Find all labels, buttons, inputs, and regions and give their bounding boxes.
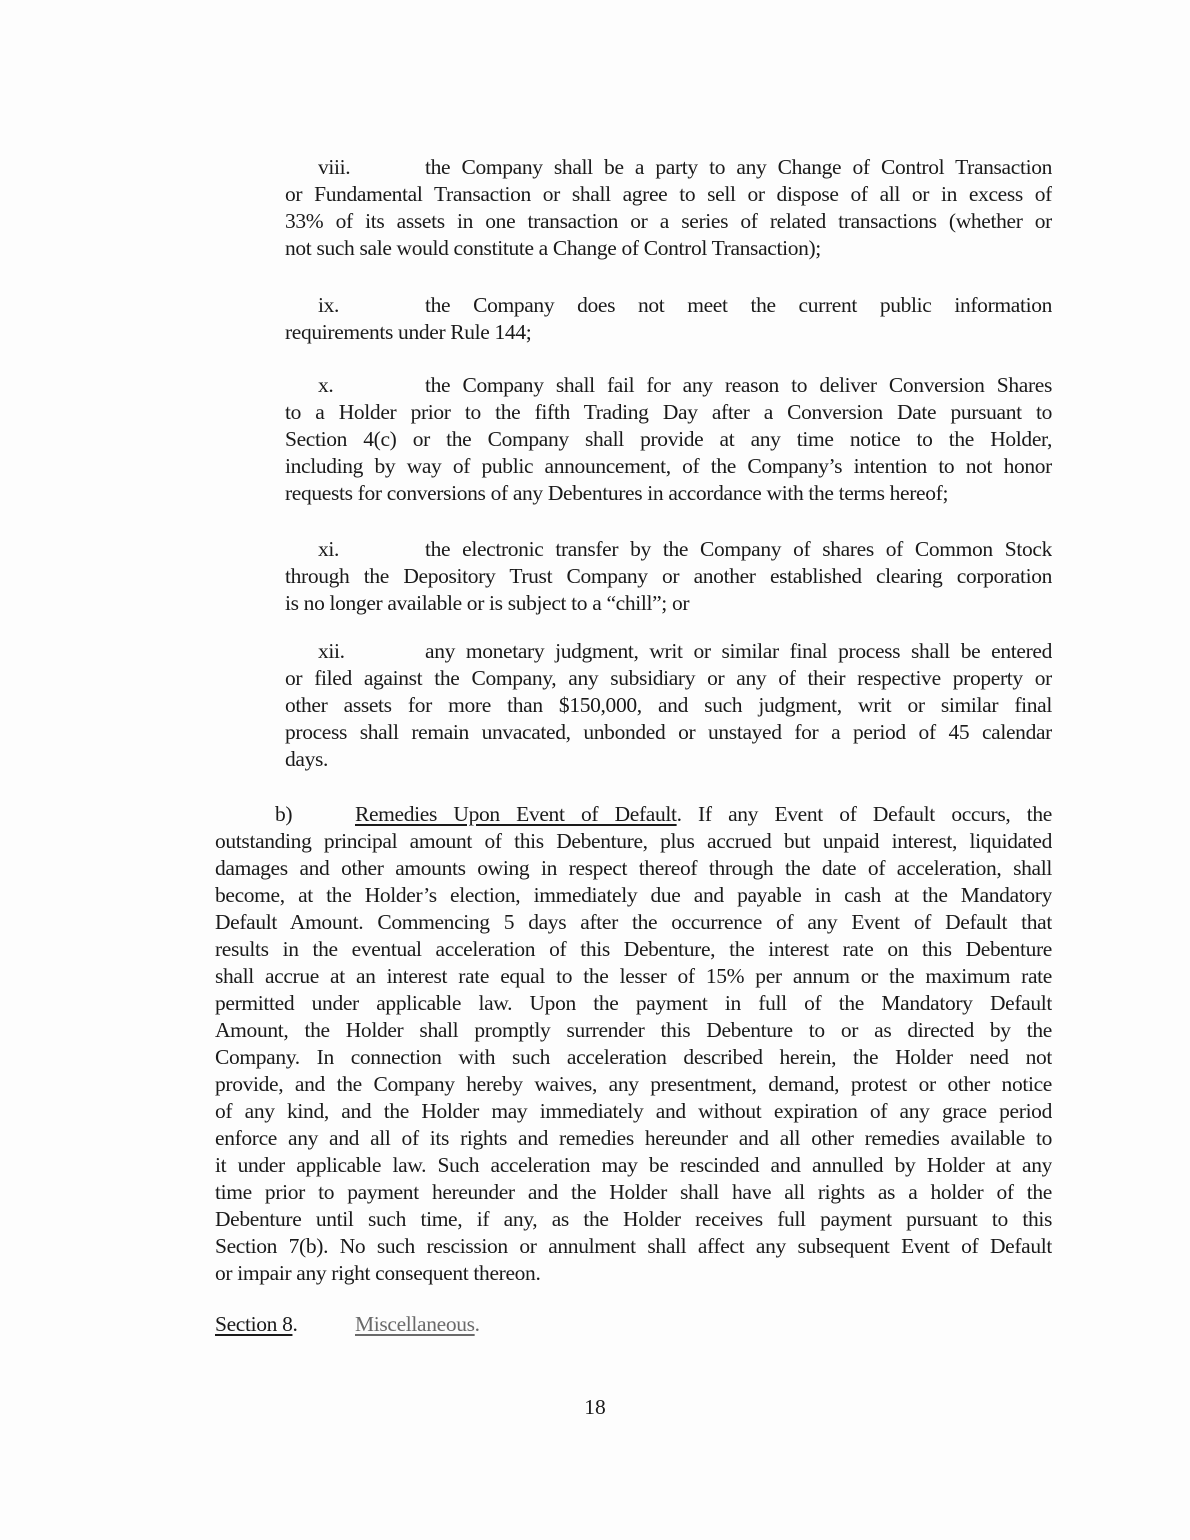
item-line: requirements under Rule 144;	[285, 320, 532, 344]
item-numeral: x.	[318, 373, 334, 397]
item-line: 33% of its assets in one transaction or a series of related transactions (whether or	[285, 209, 1052, 233]
paragraph-line: Debenture until such time, if any, as the Holder receives full payment pursuant to this	[215, 1207, 1052, 1231]
paragraph-b-remedies	[215, 801, 1052, 1287]
section-label-wrap	[215, 1311, 355, 1338]
item-first-line	[285, 292, 1052, 319]
item-line: or filed against the Company, any subsidiary or any of their respective property or	[285, 666, 1052, 690]
paragraph-first-text	[355, 801, 1052, 828]
paragraph-line: enforce any and all of its rights and remedies hereunder and all other remedies available to	[215, 1126, 1052, 1150]
paragraph-line: outstanding principal amount of this Debenture, plus accrued but unpaid interest, liquidated	[215, 829, 1052, 853]
paragraph-line: time prior to payment hereunder and the Holder shall have all rights as a holder of the	[215, 1180, 1052, 1204]
list-item-ix	[285, 292, 1052, 346]
paragraph-line: shall accrue at an interest rate equal to the lesser of 15% per annum or the maximum rate	[215, 964, 1052, 988]
paragraph-line: it under applicable law. Such acceleration may be rescinded and annulled by Holder at any	[215, 1153, 1052, 1177]
paragraph-line: Company. In connection with such acceleration described herein, the Holder need not	[215, 1045, 1052, 1069]
list-item-xii	[285, 638, 1052, 773]
section-label: Section 8	[215, 1312, 293, 1336]
item-line: requests for conversions of any Debentures in accordance with the terms hereof;	[285, 481, 949, 505]
section-8-heading	[215, 1311, 715, 1338]
section-title: Miscellaneous	[355, 1312, 475, 1336]
item-text: the Company does not meet the current public information	[425, 293, 1052, 317]
item-text: the electronic transfer by the Company of shares of Common Stock	[425, 537, 1052, 561]
item-numeral: xii.	[318, 639, 345, 663]
paragraph-label: b)	[275, 802, 293, 826]
item-line: process shall remain unvacated, unbonded or unstayed for a period of 45 calendar	[285, 720, 1052, 744]
item-line: or Fundamental Transaction or shall agree to sell or dispose of all or in excess of	[285, 182, 1052, 206]
list-item-viii	[285, 154, 1052, 262]
item-line: including by way of public announcement, of the Company’s intention to not honor	[285, 454, 1052, 478]
paragraph-line: damages and other amounts owing in respect thereof through the date of acceleration, shall	[215, 856, 1052, 880]
paragraph-line: provide, and the Company hereby waives, any presentment, demand, protest or other notice	[215, 1072, 1052, 1096]
item-line: days.	[285, 747, 329, 771]
item-numeral: xi.	[318, 537, 340, 561]
paragraph-line: Amount, the Holder shall promptly surrender this Debenture to or as directed by the	[215, 1018, 1052, 1042]
paragraph-line: permitted under applicable law. Upon the payment in full of the Mandatory Default	[215, 991, 1052, 1015]
item-line: not such sale would constitute a Change of Control Transaction);	[285, 236, 821, 260]
item-first-line	[285, 536, 1052, 563]
item-line: Section 4(c) or the Company shall provide at any time notice to the Holder,	[285, 427, 1052, 451]
item-line: through the Depository Trust Company or another established clearing corporation	[285, 564, 1052, 588]
paragraph-line: Section 7(b). No such rescission or annulment shall affect any subsequent Event of Default	[215, 1234, 1052, 1258]
item-line: other assets for more than $150,000, and such judgment, writ or similar final	[285, 693, 1052, 717]
paragraph-line: Default Amount. Commencing 5 days after the occurrence of any Event of Default that	[215, 910, 1052, 934]
item-first-line	[285, 372, 1052, 399]
item-line: is no longer available or is subject to a “chill”; or	[285, 591, 690, 615]
section-title-punct: .	[474, 1312, 480, 1336]
item-numeral: ix.	[318, 293, 340, 317]
section-label-punct: .	[292, 1312, 298, 1336]
paragraph-first-rest: . If any Event of Default occurs, the	[676, 802, 1052, 826]
list-item-xi	[285, 536, 1052, 617]
list-item-x	[285, 372, 1052, 507]
item-text: the Company shall fail for any reason to deliver Conversion Shares	[425, 373, 1052, 397]
item-first-line	[285, 154, 1052, 181]
paragraph-line: results in the eventual acceleration of this Debenture, the interest rate on this Debenture	[215, 937, 1052, 961]
paragraph-heading: Remedies Upon Event of Default	[355, 802, 677, 826]
page-number: 18	[584, 1395, 606, 1419]
section-heading-line	[215, 1311, 715, 1338]
paragraph-line: or impair any right consequent thereon.	[215, 1261, 541, 1285]
paragraph-first-line	[215, 801, 1052, 828]
item-text: any monetary judgment, writ or similar final process shall be entered	[425, 639, 1052, 663]
item-numeral: viii.	[318, 155, 351, 179]
paragraph-line: of any kind, and the Holder may immediately and without expiration of any grace period	[215, 1099, 1052, 1123]
paragraph-line: become, at the Holder’s election, immediately due and payable in cash at the Mandatory	[215, 883, 1052, 907]
item-first-line	[285, 638, 1052, 665]
item-text: the Company shall be a party to any Change of Control Transaction	[425, 155, 1052, 179]
item-line: to a Holder prior to the fifth Trading Day after a Conversion Date pursuant to	[285, 400, 1052, 424]
